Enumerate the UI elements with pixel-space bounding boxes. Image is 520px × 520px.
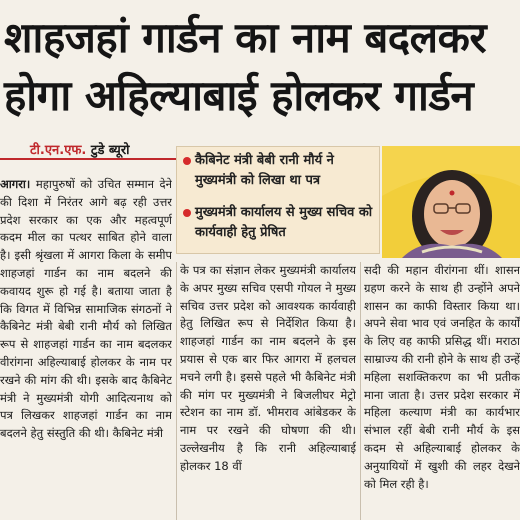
byline-bureau: टुडे ब्यूरो [90,143,130,158]
article-column-1 [0,176,172,520]
headline-line-2: होगा अहिल्याबाई होलकर गार्डन [4,71,474,120]
highlight-text: मुख्यमंत्री कार्यालय से मुख्य सचिव को कार्यवाही हेतु प्रेषित [195,205,373,240]
article-text: के पत्र का संज्ञान लेकर मुख्यमंत्री कार्यालय के अपर मुख्य सचिव एसपी गोयल ने मुख्य सचिव उत्तर प्रदेश को आवश्यक कार्यवाही हेतु लिखित रूप से निर्देशित किया है। शाहजहां गार्डन का नाम बदलने के इस प्रयास से एक बार फिर आगरा में हलचल मचने लगी है। इससे पहले भी कैबिनेट मंत्री की मांग पर मुख्यमंत्री ने बिजलीघर मेट्रो स्टेशन का नाम डॉ. भीमराव आंबेडकर के नाम पर रखने की घोषणा की थी। उल्लेखनीय है कि रानी अहिल्याबाई होलकर 18 वीं [180,263,356,473]
column-divider [176,262,177,520]
headline [0,0,520,126]
byline-agency: टी.एन.एफ. [30,143,87,158]
highlights-box [176,146,380,254]
portrait-illustration [382,146,520,258]
byline [30,140,130,158]
bullet-icon [183,157,191,165]
headline-line-1: शाहजहां गार्डन का नाम बदलकर [4,13,487,62]
article-column-2 [180,262,356,520]
article-text: महापुरुषों को उचित सम्मान देने की दिशा में निरंतर आगे बढ़ रही उत्तर प्रदेश सरकार का एक और महत्वपूर्ण कदम मील का पत्थर साबित होने वाला है। इसी श्रृंखला में आगरा किला के समीप शाहजहां गार्डन का नाम बदलने की कवायद शुरू हो गई है। बताया जाता है कि विगत में विभिन्न सामाजिक संगठनों ने कैबिनेट मंत्री बेबी रानी मौर्य को लिखित रूप से शाहजहां गार्डन का नाम बदलकर वीरांगना अहिल्याबाई होलकर के नाम पर रखने की मांग की थी। इसके बाद कैबिनेट मंत्री ने मुख्यमंत्री योगी आदित्यनाथ को पत्र लिखकर शाहजहां गार्डन का नाम बदलने हेतु संस्तुति की थी। कैबिनेट मंत्री [0,177,172,441]
highlight-text: कैबिनेट मंत्री बेबी रानी मौर्य ने मुख्यमंत्री को लिखा था पत्र [195,153,334,188]
highlight-item [183,203,379,243]
highlight-item [183,151,379,191]
byline-rule [0,158,176,160]
article-column-3 [364,262,520,520]
portrait-photo [382,146,520,258]
dateline: आगरा। [0,177,31,191]
column-divider [360,262,361,520]
bullet-icon [183,209,191,217]
article-text: सदी की महान वीरांगना थीं। शासन ग्रहण करने के साथ ही उन्होंने अपने शासन का काफी विस्तार किया था। अपने सेवा भाव एवं जनहित के कार्यों के लिए वह काफी प्रसिद्ध थीं। मराठा साम्राज्य की रानी होने के साथ ही उन्हें महिला सशक्तिकरण का भी प्रतीक माना जाता है। उत्तर प्रदेश सरकार में महिला कल्याण मंत्री का कार्यभार संभाल रहीं बेबी रानी मौर्य के इस कदम से अहिल्याबाई होलकर के अनुयायियों में खुशी की लहर देखने को मिल रही है। [364,263,520,491]
